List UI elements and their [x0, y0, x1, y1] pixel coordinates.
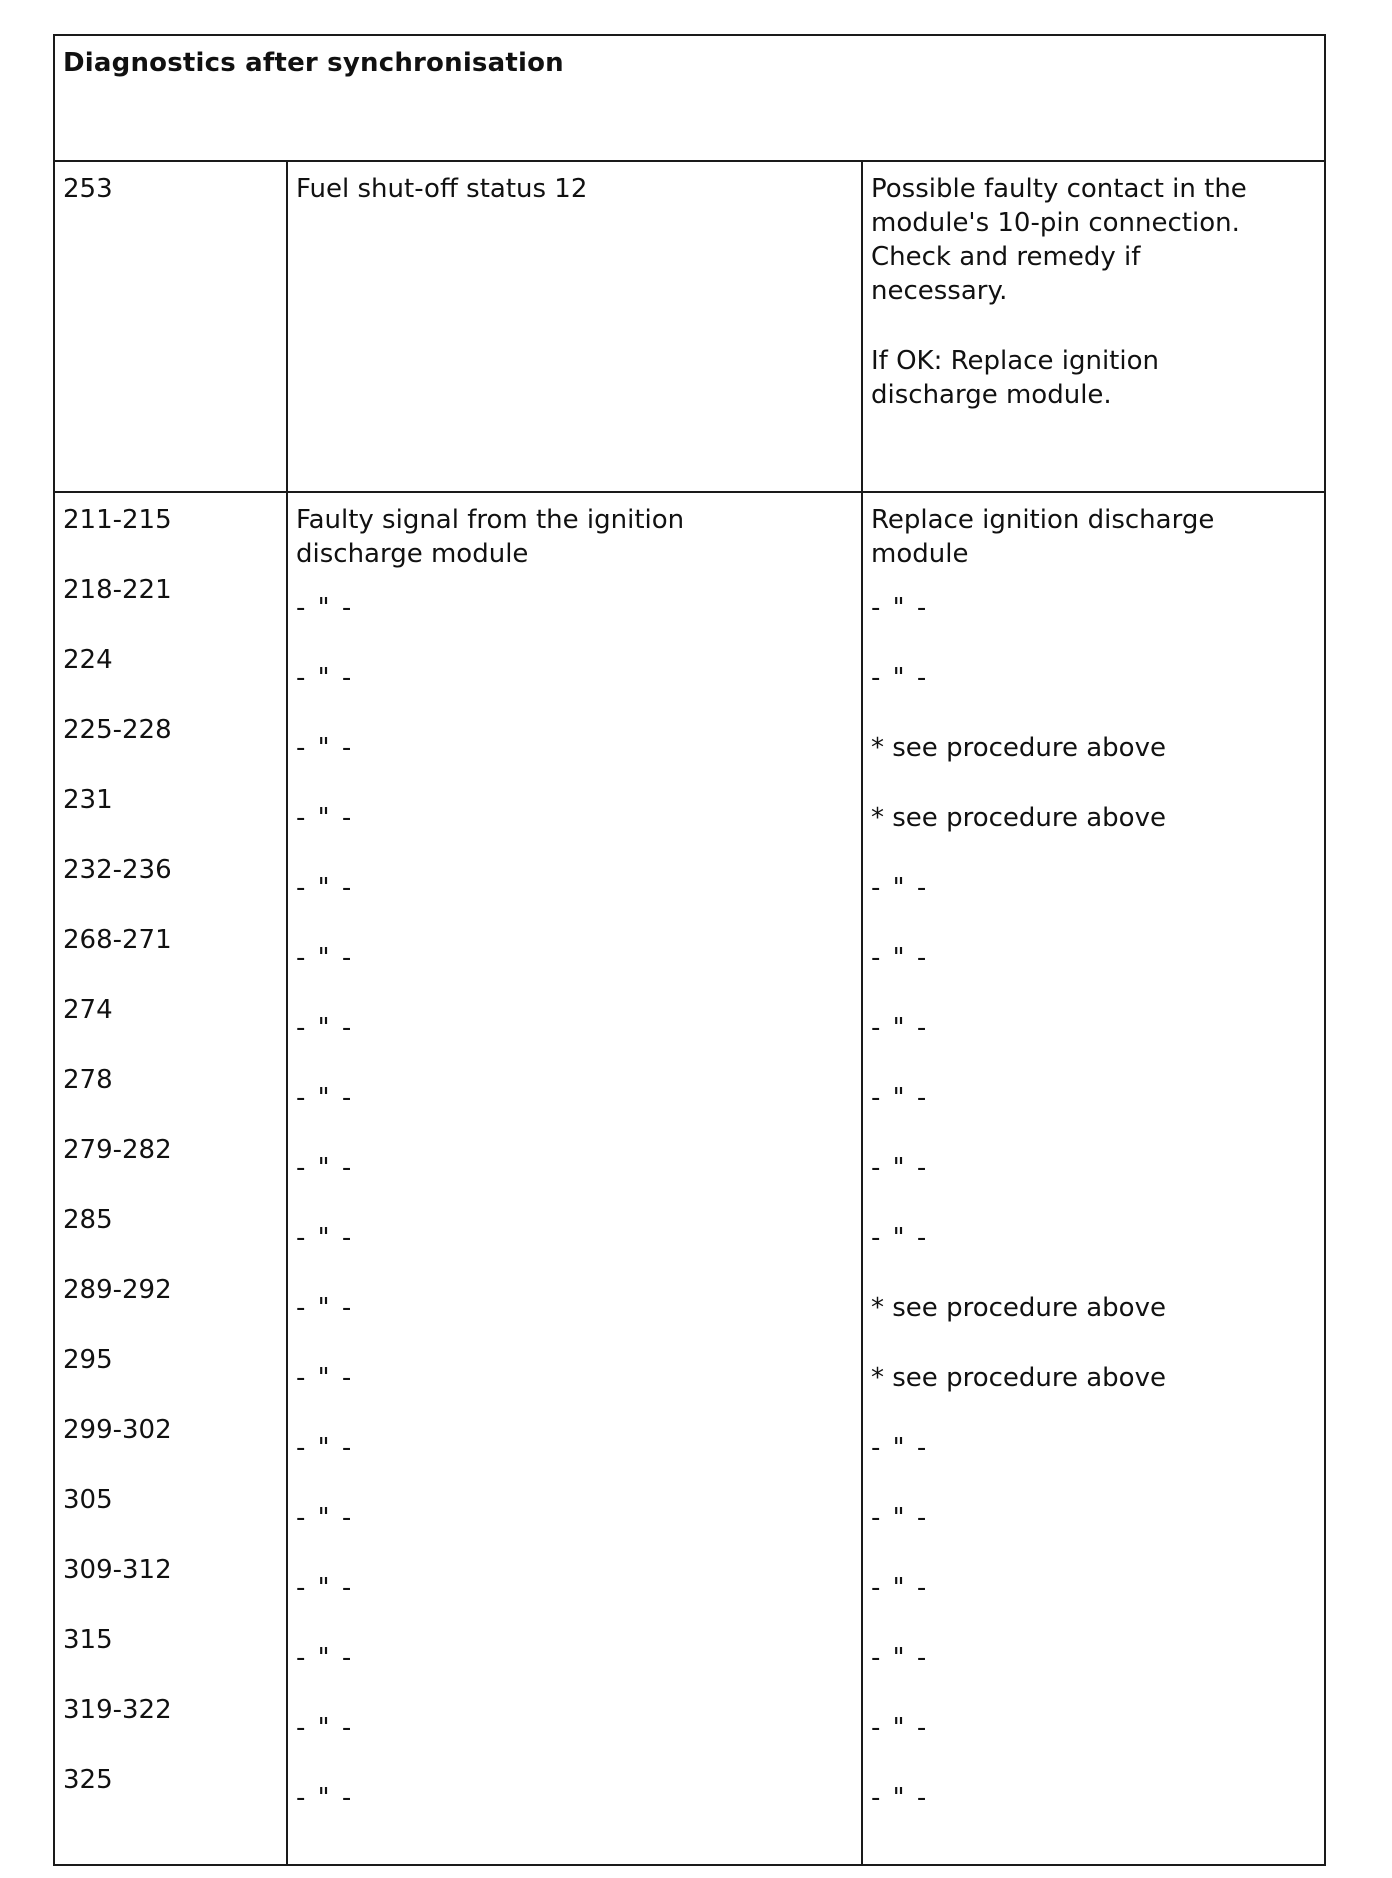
- action-list: [871, 591, 1316, 1851]
- action-text: Replace ignition discharge module: [871, 505, 1215, 569]
- fault-description: - " -: [296, 1783, 354, 1813]
- fault-description: - " -: [296, 1643, 354, 1673]
- fault-code: 225-228: [63, 715, 172, 745]
- fault-description: - " -: [296, 1083, 354, 1113]
- fault-code: 315: [63, 1625, 113, 1655]
- action-text: - " -: [871, 943, 929, 973]
- code-cell: [55, 162, 288, 491]
- fault-description: - " -: [296, 1433, 354, 1463]
- fault-code: 309-312: [63, 1555, 172, 1585]
- fault-code: 295: [63, 1345, 113, 1375]
- action-text: * see procedure above: [871, 733, 1166, 763]
- action-text: Possible faulty contact in the module's 10-pin connection. Check and remedy if necessary.: [871, 174, 1247, 306]
- fault-code: 299-302: [63, 1415, 172, 1445]
- fault-code: 224: [63, 645, 113, 675]
- fault-description: - " -: [296, 1223, 354, 1253]
- table-row: [55, 162, 1324, 493]
- fault-description: - " -: [296, 1713, 354, 1743]
- action-text: - " -: [871, 1643, 929, 1673]
- fault-code: 289-292: [63, 1275, 172, 1305]
- fault-code: 319-322: [63, 1695, 172, 1725]
- action-text: - " -: [871, 1013, 929, 1043]
- action-text: * see procedure above: [871, 1293, 1166, 1323]
- action-text: - " -: [871, 1433, 929, 1463]
- fault-description: - " -: [296, 1293, 354, 1323]
- description-cell: [288, 493, 863, 1864]
- fault-description: - " -: [296, 733, 354, 763]
- fault-description: - " -: [296, 1013, 354, 1043]
- code-cell: [55, 493, 288, 1864]
- action-text: - " -: [871, 593, 929, 623]
- fault-code: 232-236: [63, 855, 172, 885]
- action-text-followup: If OK: Replace ignition discharge module.: [871, 346, 1159, 410]
- description-cell: [288, 162, 863, 491]
- fault-description: Fuel shut-off status 12: [296, 174, 588, 204]
- action-text: - " -: [871, 1153, 929, 1183]
- fault-code: 253: [63, 174, 113, 204]
- fault-code: 274: [63, 995, 113, 1025]
- action-text: * see procedure above: [871, 1363, 1166, 1393]
- fault-code: 268-271: [63, 925, 172, 955]
- table-title: Diagnostics after synchronisation: [55, 36, 1324, 162]
- fault-description: - " -: [296, 1573, 354, 1603]
- action-text: * see procedure above: [871, 803, 1166, 833]
- action-text: - " -: [871, 1083, 929, 1113]
- fault-description: - " -: [296, 1363, 354, 1393]
- action-text: - " -: [871, 1713, 929, 1743]
- fault-code: 218-221: [63, 575, 172, 605]
- fault-description: - " -: [296, 873, 354, 903]
- fault-code: 231: [63, 785, 113, 815]
- description-list: [296, 591, 861, 1851]
- action-text: - " -: [871, 1223, 929, 1253]
- action-cell: [863, 162, 1324, 491]
- fault-description: Faulty signal from the ignition discharge module: [296, 505, 685, 569]
- fault-code: 278: [63, 1065, 113, 1095]
- fault-code: 305: [63, 1485, 113, 1515]
- fault-description: - " -: [296, 1503, 354, 1533]
- fault-description: - " -: [296, 803, 354, 833]
- fault-description: - " -: [296, 1153, 354, 1183]
- action-text: - " -: [871, 1503, 929, 1533]
- action-text: - " -: [871, 1573, 929, 1603]
- fault-code: 325: [63, 1765, 113, 1795]
- action-text: - " -: [871, 663, 929, 693]
- table-row: [55, 493, 1324, 1864]
- fault-code: 285: [63, 1205, 113, 1235]
- fault-description: - " -: [296, 943, 354, 973]
- diagnostics-table: [53, 34, 1326, 1866]
- fault-code: 279-282: [63, 1135, 172, 1165]
- action-text: - " -: [871, 873, 929, 903]
- fault-description: - " -: [296, 663, 354, 693]
- fault-description: - " -: [296, 593, 354, 623]
- action-text: - " -: [871, 1783, 929, 1813]
- action-cell: [863, 493, 1324, 1864]
- fault-code: 211-215: [63, 505, 172, 535]
